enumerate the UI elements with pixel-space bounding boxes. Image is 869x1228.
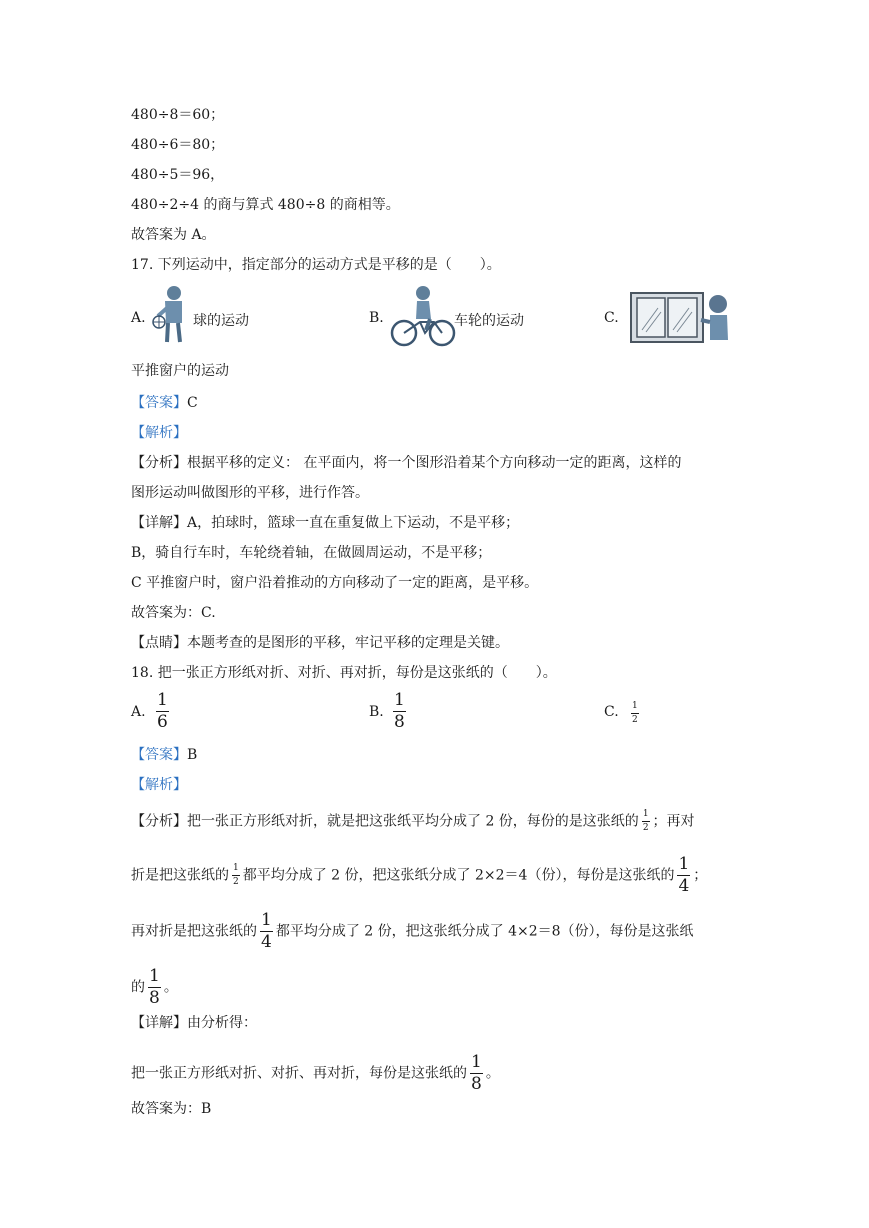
q18-result: 把一张正方形纸对折、对折、再对折，每份是这张纸的 $\frac{1}{8}$ 。 xyxy=(131,1052,500,1094)
dianjing-text: 本题考查的是图形的平移，牢记平移的定理是关键。 xyxy=(187,635,509,651)
q17-option-a-text: 球的运动 xyxy=(193,313,249,329)
q18-option-a-fraction: $\frac{1}{6}$ xyxy=(157,690,168,732)
q18-conclusion: 故答案为：B xyxy=(131,1101,212,1117)
q18-option-c-fraction: $\frac{1}{2}$ xyxy=(632,701,638,725)
fraction-quarter: $\frac{1}{4}$ xyxy=(678,854,690,896)
ball-player-illustration xyxy=(150,284,196,346)
q18-analysis-tag: 【解析】 xyxy=(131,777,187,793)
fraction-eighth: $\frac{1}{8}$ xyxy=(149,966,160,1008)
fenxi-tag: 【分析】 xyxy=(131,813,187,830)
q17-option-c-text: 平推窗户的运动 xyxy=(131,363,229,379)
answer-value: B xyxy=(187,747,198,763)
q18-answer xyxy=(131,746,197,764)
text-line: 480÷8＝60； xyxy=(131,107,225,123)
q17-xiangjie-line-1 xyxy=(131,514,519,532)
fenxi-text: 根据平移的定义： 在平面内，将一个图形沿着某个方向移动一定的距离，这样的 xyxy=(187,455,682,471)
text-line: 480÷6＝80； xyxy=(131,137,225,153)
bicycle-rider-illustration xyxy=(390,284,456,350)
text-line: 480÷5＝96， xyxy=(131,167,225,183)
q18-xiangjie xyxy=(131,1014,257,1032)
q18-option-c-letter: C. xyxy=(604,704,619,720)
q18-fenxi-line-1: 【分析】把一张正方形纸对折，就是把这张纸平均分成了 2 份，每份的是这张纸的 $\frac{1}{2}$ ；再对 xyxy=(131,809,695,833)
q17-fenxi-line-2: 图形运动叫做图形的平移，进行作答。 xyxy=(131,485,369,501)
fraction-eighth: $\frac{1}{8}$ xyxy=(471,1052,482,1094)
q17-xiangjie-line-2: B，骑自行车时，车轮绕着轴，在做圆周运动，不是平移； xyxy=(131,545,492,561)
q18-option-b-letter: B. xyxy=(369,704,384,720)
xiangjie-text: 由分析得： xyxy=(187,1015,257,1031)
fraction-half: $\frac{1}{2}$ xyxy=(642,809,649,833)
q17-option-c-letter: C. xyxy=(604,310,619,326)
q18-fenxi-line-3: 再对折是把这张纸的 $\frac{1}{4}$ 都平均分成了 2 份，把这张纸分成了 4×2＝8（份），每份是这张纸 xyxy=(131,910,694,952)
fraction-half: $\frac{1}{2}$ xyxy=(233,863,239,887)
q17-xiangjie-line-3: C 平推窗户时，窗户沿着推动的方向移动了一定的距离，是平移。 xyxy=(131,575,539,591)
fraction-quarter: $\frac{1}{4}$ xyxy=(261,910,272,952)
dianjing-tag: 【点睛】 xyxy=(131,635,187,651)
question-17: 17. 下列运动中，指定部分的运动方式是平移的是（ ）。 xyxy=(131,257,501,273)
fenxi-tag: 【分析】 xyxy=(131,455,187,471)
text-line: 480÷2÷4 的商与算式 480÷8 的商相等。 xyxy=(131,197,400,213)
q18-option-b-fraction: $\frac{1}{8}$ xyxy=(394,690,405,732)
q17-option-b-letter: B. xyxy=(369,310,384,326)
q17-analysis-tag: 【解析】 xyxy=(131,425,187,441)
q17-conclusion: 故答案为：C. xyxy=(131,605,216,621)
q17-option-b-text: 车轮的运动 xyxy=(454,313,524,329)
xiangjie-tag: 【详解】 xyxy=(131,515,187,531)
q17-option-a-letter: A. xyxy=(131,310,146,326)
answer-value: C xyxy=(187,395,198,411)
q18-option-a-letter: A. xyxy=(131,704,146,720)
q18-fenxi-line-2: 折是把这张纸的 $\frac{1}{2}$ 都平均分成了 2 份，把这张纸分成了 2×2＝4（份），每份是这张纸的 $\frac{1}{4}$ ； xyxy=(131,854,708,896)
q17-fenxi-line-1 xyxy=(131,454,681,472)
answer-tag: 【答案】 xyxy=(131,395,187,411)
q17-dianjing xyxy=(131,634,509,652)
question-18: 18. 把一张正方形纸对折、对折、再对折，每份是这张纸的（ ）。 xyxy=(131,665,557,681)
q18-fenxi-line-4: 的 $\frac{1}{8}$ 。 xyxy=(131,966,178,1008)
xiangjie-tag: 【详解】 xyxy=(131,1015,187,1031)
answer-tag: 【答案】 xyxy=(131,747,187,763)
q17-answer xyxy=(131,394,198,412)
text-line: 故答案为 A。 xyxy=(131,227,216,243)
xiangjie-text: A，拍球时，篮球一直在重复做上下运动，不是平移； xyxy=(187,515,520,531)
window-pushing-illustration xyxy=(630,290,734,346)
